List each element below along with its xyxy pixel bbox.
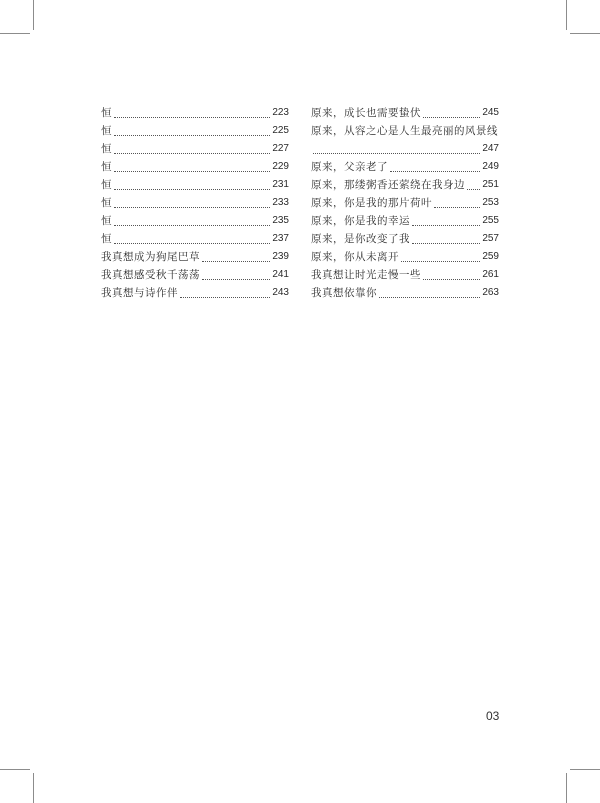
- crop-mark: [33, 0, 34, 30]
- dot-leader: [313, 153, 480, 154]
- dot-leader: [114, 225, 270, 226]
- toc-entry[interactable]: [101, 158, 289, 176]
- toc-entry-title: 我真想与诗作伴: [101, 287, 178, 299]
- toc-entry[interactable]: [311, 122, 499, 140]
- toc-entry-title: 原来，你从未离开: [311, 251, 399, 263]
- dot-leader: [467, 189, 480, 190]
- toc-entry[interactable]: [311, 266, 499, 284]
- toc-entry-page: 229: [272, 161, 289, 172]
- toc-entry-title: 恒: [101, 215, 112, 227]
- toc-entry-page: 235: [272, 215, 289, 226]
- toc-entry-page: 257: [482, 233, 499, 244]
- toc-entry[interactable]: [101, 194, 289, 212]
- dot-leader: [434, 207, 480, 208]
- dot-leader: [423, 279, 480, 280]
- dot-leader: [390, 171, 480, 172]
- toc-entry-title: 原来，父亲老了: [311, 161, 388, 173]
- toc-entry-page: 239: [272, 251, 289, 262]
- toc-entry-page: 245: [482, 107, 499, 118]
- toc-entry[interactable]: [101, 176, 289, 194]
- toc-entry-title: 原来，你是我的幸运: [311, 215, 410, 227]
- toc-entry-title: 我真想让时光走慢一些: [311, 269, 421, 281]
- toc-entry[interactable]: [311, 284, 499, 302]
- dot-leader: [401, 261, 480, 262]
- toc-entry-page: 251: [482, 179, 499, 190]
- dot-leader: [423, 117, 480, 118]
- toc-entry[interactable]: [101, 212, 289, 230]
- toc-entry-title: 原来，你是我的那片荷叶: [311, 197, 432, 209]
- toc-entry-page: 261: [482, 269, 499, 280]
- crop-mark: [566, 773, 567, 803]
- dot-leader: [180, 297, 270, 298]
- dot-leader: [202, 279, 270, 280]
- toc-entry-page: 225: [272, 125, 289, 136]
- toc-entry[interactable]: [101, 104, 289, 122]
- toc-entry[interactable]: [101, 122, 289, 140]
- toc-entry-page: 243: [272, 287, 289, 298]
- toc-entry-title: 我真想成为狗尾巴草: [101, 251, 200, 263]
- dot-leader: [114, 117, 270, 118]
- toc-entry[interactable]: [311, 212, 499, 230]
- toc-entry-title: 恒: [101, 125, 112, 137]
- toc-entry[interactable]: [101, 230, 289, 248]
- crop-mark: [33, 773, 34, 803]
- toc-entry[interactable]: [101, 248, 289, 266]
- toc-entry[interactable]: [311, 194, 499, 212]
- page-number: 03: [486, 709, 500, 723]
- toc-entry-title: 恒: [101, 197, 112, 209]
- dot-leader: [202, 261, 270, 262]
- toc-entry[interactable]: [101, 140, 289, 158]
- dot-leader: [114, 243, 270, 244]
- toc-entry-page: 253: [482, 197, 499, 208]
- toc-entry-page: 231: [272, 179, 289, 190]
- crop-mark: [566, 0, 567, 30]
- dot-leader: [412, 243, 480, 244]
- dot-leader: [114, 171, 270, 172]
- crop-mark: [570, 769, 600, 770]
- toc-entry-page: 237: [272, 233, 289, 244]
- toc-entry-title: 原来，成长也需要蛰伏: [311, 107, 421, 119]
- toc-entry-title: 我真想依靠你: [311, 287, 377, 299]
- crop-mark: [0, 769, 30, 770]
- toc-entry-page: 259: [482, 251, 499, 262]
- crop-mark: [0, 33, 30, 34]
- toc-entry-title: 我真想感受秋千荡荡: [101, 269, 200, 281]
- toc-entry[interactable]: [311, 248, 499, 266]
- toc-entry-title: 恒: [101, 179, 112, 191]
- toc-entry[interactable]: [311, 230, 499, 248]
- toc-entry-page: 233: [272, 197, 289, 208]
- toc-entry[interactable]: [311, 176, 499, 194]
- dot-leader: [379, 297, 480, 298]
- dot-leader: [412, 225, 480, 226]
- toc-entry-title: 原来，是你改变了我: [311, 233, 410, 245]
- toc-entry-page: 227: [272, 143, 289, 154]
- dot-leader: [114, 189, 270, 190]
- toc-left-column: [101, 104, 289, 302]
- crop-mark: [570, 33, 600, 34]
- toc-entry-title: 恒: [101, 233, 112, 245]
- toc-entry-page: 249: [482, 161, 499, 172]
- toc-entry-title: 原来，从容之心是人生最亮丽的风景线: [311, 125, 498, 137]
- toc-entry-page: 241: [272, 269, 289, 280]
- toc-entry[interactable]: [311, 158, 499, 176]
- toc-entry-title: 原来，那缕粥香还萦绕在我身边: [311, 179, 465, 191]
- toc-entry[interactable]: [101, 266, 289, 284]
- toc-entry-title: 恒: [101, 143, 112, 155]
- toc-entry-page: 255: [482, 215, 499, 226]
- dot-leader: [114, 135, 270, 136]
- toc-entry-page: 263: [482, 287, 499, 298]
- toc-entry-title: 恒: [101, 107, 112, 119]
- toc-entry-page: 223: [272, 107, 289, 118]
- toc-entry-page: 247: [482, 143, 499, 154]
- toc-entry-title: 恒: [101, 161, 112, 173]
- toc-right-column: [311, 104, 499, 302]
- toc-entry[interactable]: [311, 104, 499, 122]
- dot-leader: [114, 207, 270, 208]
- dot-leader: [114, 153, 270, 154]
- toc-entry-continuation[interactable]: [311, 140, 499, 158]
- toc-entry[interactable]: [101, 284, 289, 302]
